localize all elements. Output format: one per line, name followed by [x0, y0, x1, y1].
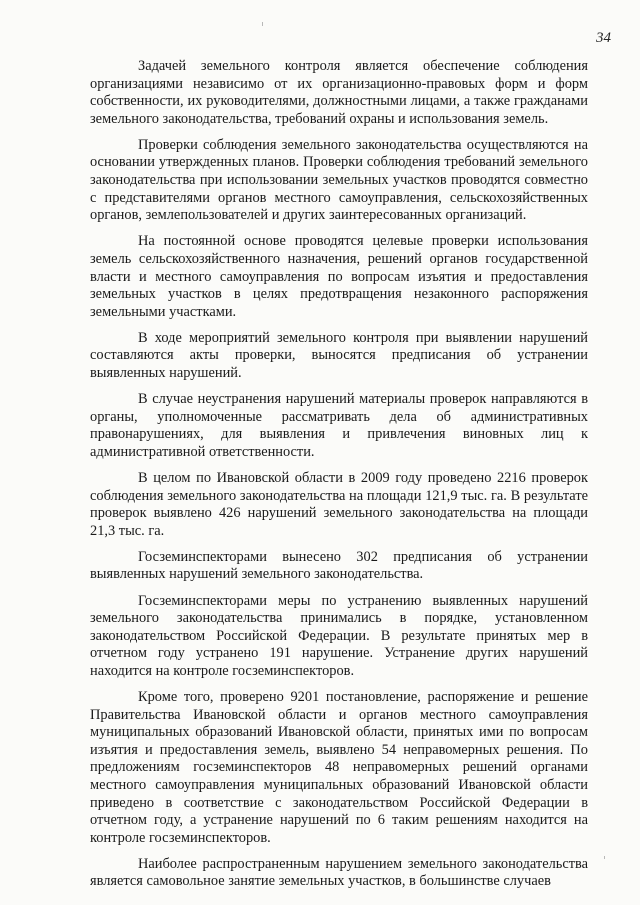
scan-artifact — [262, 22, 263, 26]
paragraph-common-violation: Наиболее распространенным нарушением земельного законодательства является самовольное занятие земельных участков, в большинстве случаев — [90, 855, 588, 890]
paragraph-non-elimination: В случае неустранения нарушений материалы проверок направляются в органы, уполномоченные рассматривать дела об административных правонарушениях, для выявления и привлечения виновных лиц к административной ответственности. — [90, 391, 588, 460]
paragraph-measures: Госземинспекторами меры по устранению выявленных нарушений земельного законодательства принимались в порядке, установленном законодательством Российской Федерации. В результате принятых мер в отчетном году устранено 191 нарушение. Устранение других нарушений находится на контроле госземинспекторов. — [90, 592, 588, 679]
paragraph-inspections-plans: Проверки соблюдения земельного законодательства осуществляются на основании утвержденных планов. Проверки соблюдения требований земельного законодательства при использовании земельных участков проводятся совместно с представителями органов местного самоуправления, сельскохозяйственных органов, землепользователей и других заинтересованных организаций. — [90, 136, 588, 224]
paragraph-targeted-inspections: На постоянной основе проводятся целевые проверки использования земель сельскохозяйственного назначения, решений органов государственной власти и местного самоуправления по вопросам изъятия и предоставления земельных участков в целях предотвращения незаконного распоряжения земельными участками. — [90, 233, 588, 320]
document-body — [90, 58, 588, 891]
paragraph-inspection-acts: В ходе мероприятий земельного контроля при выявлении нарушений составляются акты проверки, выносятся предписания об устранении выявленных нарушений. — [90, 329, 588, 381]
paragraph-prescriptions: Госземинспекторами вынесено 302 предписания об устранении выявленных нарушений земельного законодательства. — [90, 548, 588, 583]
scan-artifact — [604, 856, 605, 859]
paragraph-resolutions-checked: Кроме того, проверено 9201 постановление, распоряжение и решение Правительства Ивановской области и органов местного самоуправления муниципальных образований Ивановской области, принятых ими по вопросам изъятия и предоставления земель, выявлено 54 неправомерных решения. По предложениям госземинспекторов 48 неправомерных решений органами местного самоуправления муниципальных образований Ивановской области приведено в соответствие с законодательством Российской Федерации в отчетном году, а устранение нарушений по 6 таким решениям находится на контроле госземинспекторов. — [90, 689, 588, 846]
page-number: 34 — [596, 30, 611, 46]
paragraph-land-control-task: Задачей земельного контроля является обеспечение соблюдения организациями независимо от их организационно-правовых форм и форм собственности, их руководителями, должностными лицами, а также гражданами земельного законодательства, требований охраны и использования земель. — [90, 58, 588, 127]
paragraph-2009-statistics: В целом по Ивановской области в 2009 году проведено 2216 проверок соблюдения земельного законодательства на площади 121,9 тыс. га. В результате проверок выявлено 426 нарушений земельного законодательства на площади 21,3 тыс. га. — [90, 469, 588, 539]
